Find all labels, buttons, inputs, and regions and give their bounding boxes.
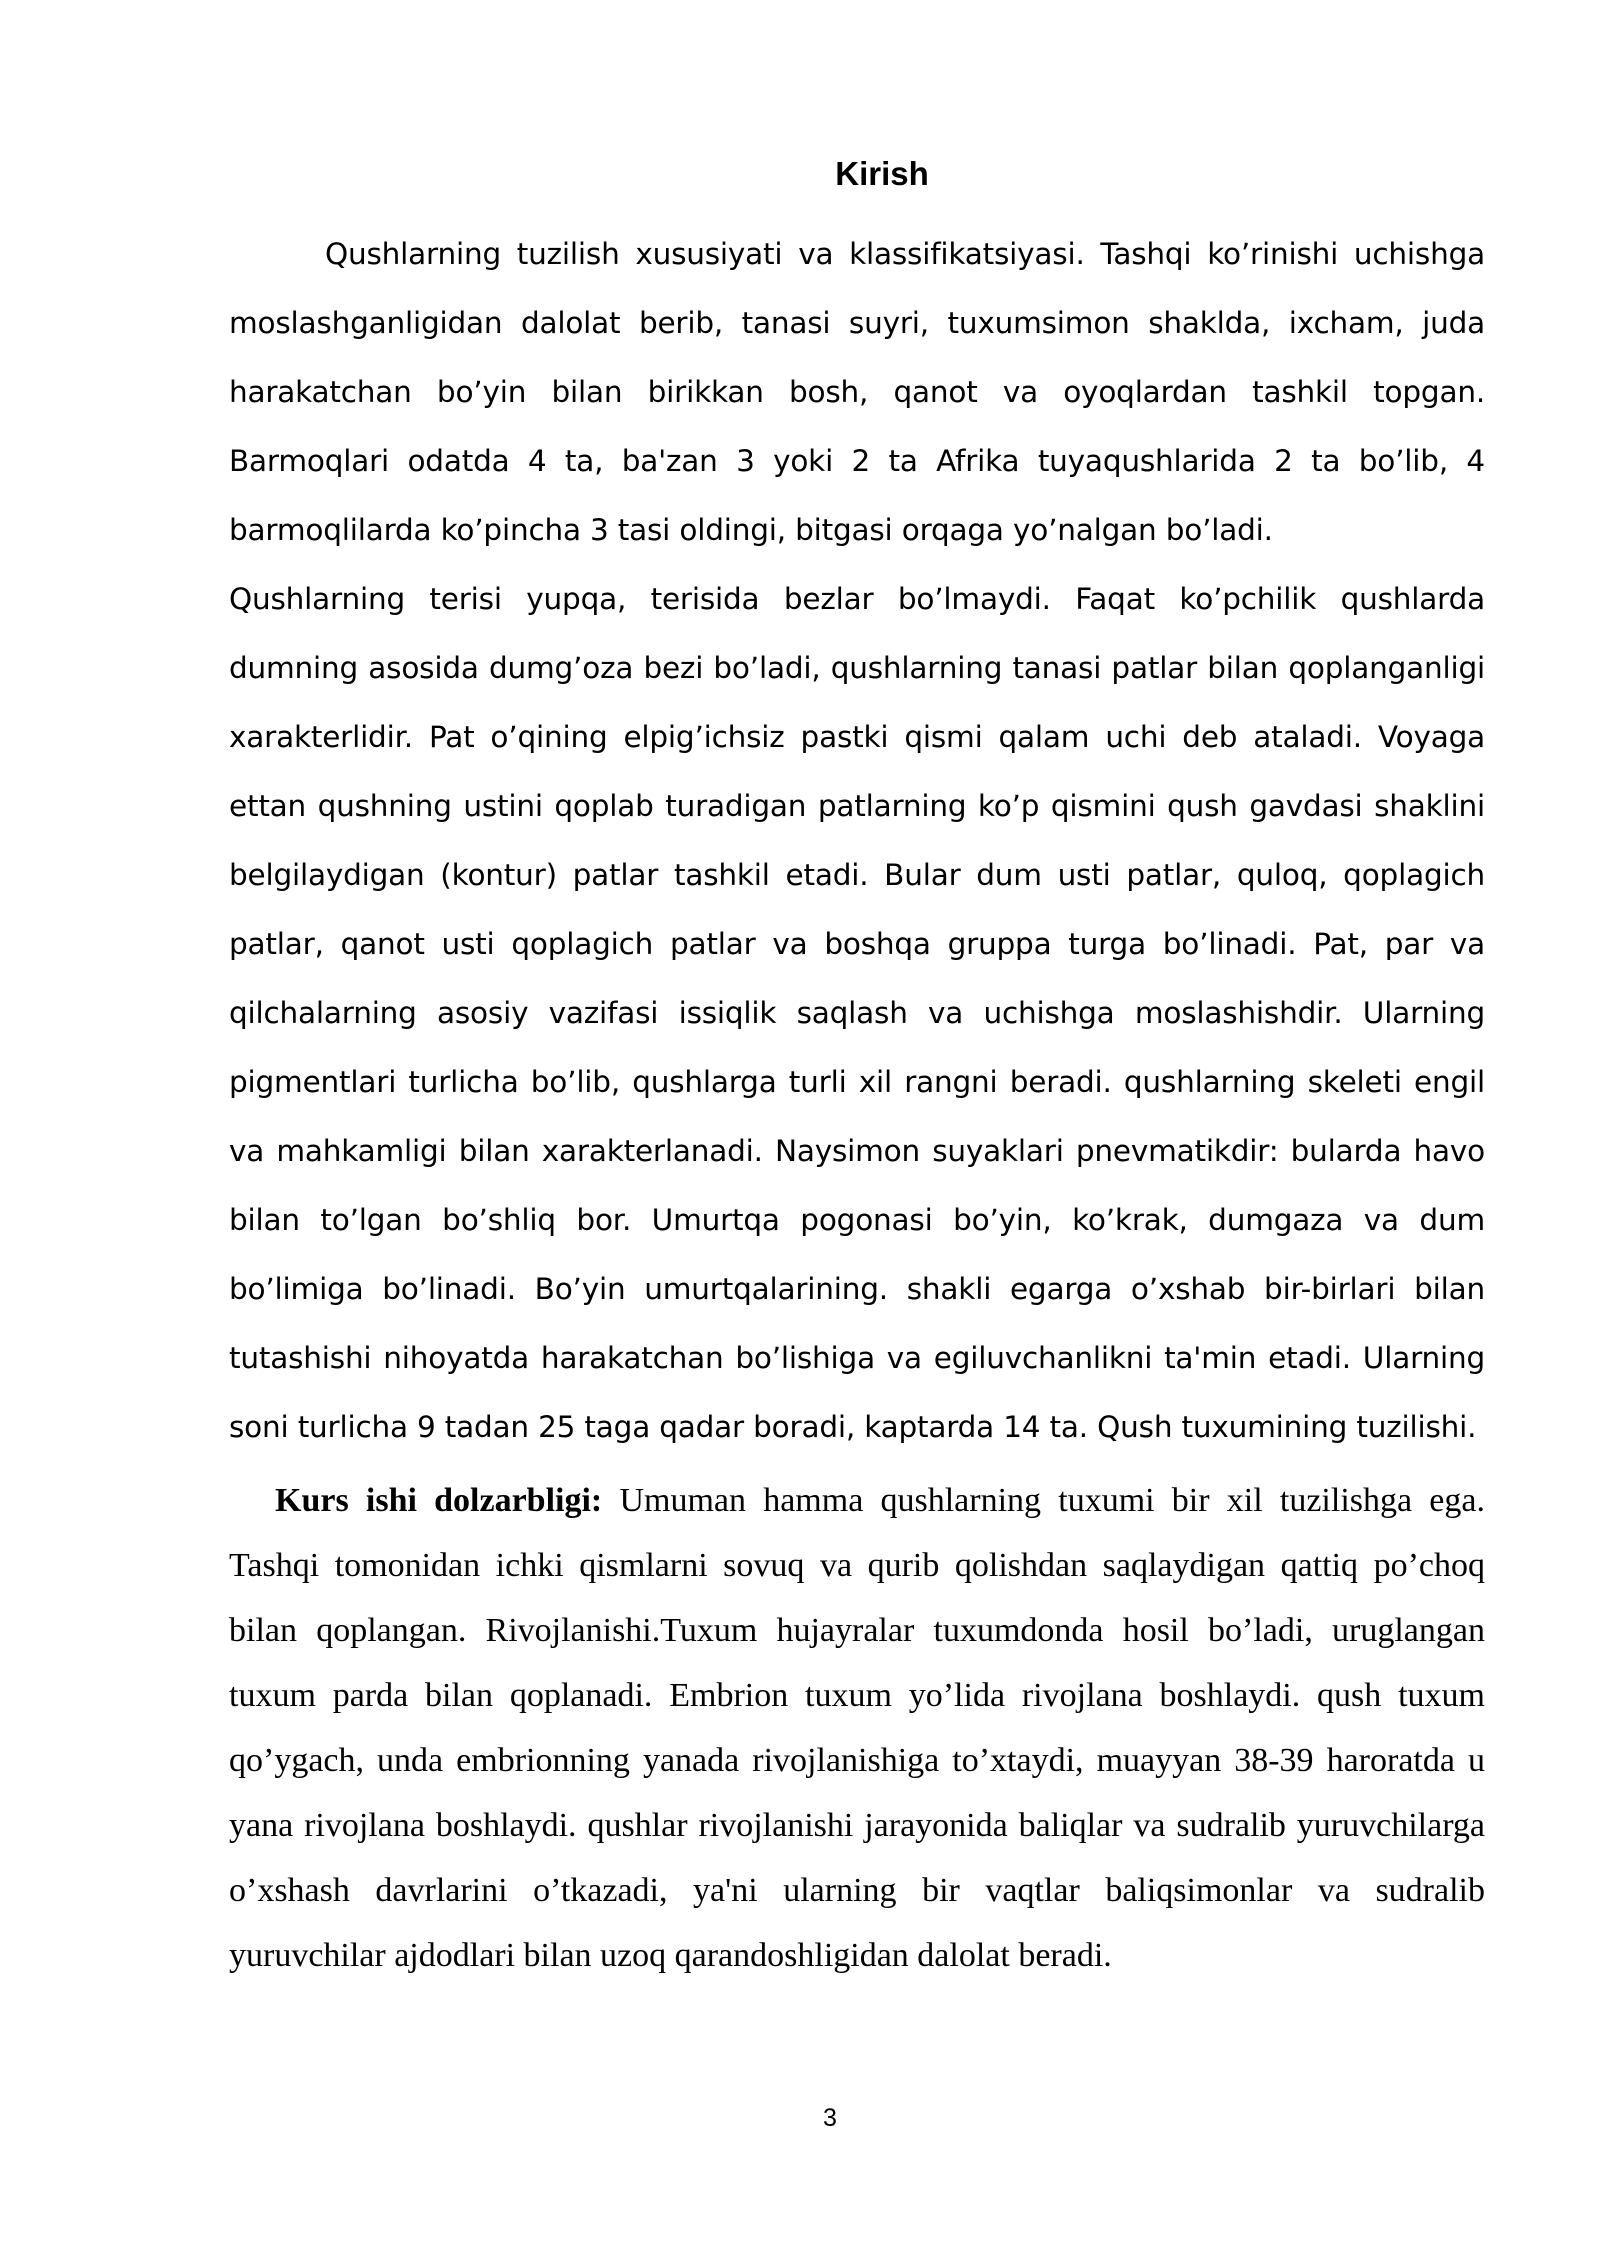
relevance-text: Umuman hamma qushlarning tuxumi bir xil tuzilishga ega. Tashqi tomonidan ichki qismlarni sovuq va qurib qolishdan saqlaydigan qattiq po’choq bilan qoplangan. Rivojlanishi.Tuxum hujayralar tuxumdonda hosil bo’ladi, uruglangan tuxum parda bilan qoplanadi. Embrion tuxum yo’lida rivojlana boshlaydi. qush tuxum qo’ygach, unda embrionning yanada rivojlanishiga to’xtaydi, muayyan 38-39 haroratda u yana rivojlana boshlaydi. qushlar rivojlanishi jarayonida baliqlar va sudralib yuruvchilarga o’xshash davrlarini o’tkazadi, ya'ni ularning bir vaqtlar baliqsimonlar va sudralib yuruvchilar ajdodlari bilan uzoq qarandoshligidan dalolat beradi. <box>229 1482 1485 1974</box>
paragraph-bird-structure: Qushlarning tuzilish xususiyati va klassifikatsiyasi. Tashqi ko’rinishi uchishga moslashganligidan dalolat berib, tanasi suyri, tuxumsimon shaklda, ixcham, juda harakatchan bo’yin bilan birikkan bosh, qanot va oyoqlardan tashkil topgan. Barmoqlari odatda 4 ta, ba'zan 3 yoki 2 ta Afrika tuyaqushlarida 2 ta bo’lib, 4 barmoqlilarda ko’pincha 3 tasi oldingi, bitgasi orqaga yo’nalgan bo’ladi. <box>229 237 1485 547</box>
paragraph-relevance <box>229 1468 1485 1988</box>
section-title: Kirish <box>835 155 929 192</box>
page-number: 3 <box>823 2104 837 2132</box>
document-page <box>229 148 1485 1988</box>
relevance-label: Kurs ishi dolzarbligi: <box>275 1482 603 1519</box>
paragraph-bird-skin: Qushlarning terisi yupqa, terisida bezlar bo’lmaydi. Faqat ko’pchilik qushlarda dumning asosida dumg’oza bezi bo’ladi, qushlarning tanasi patlar bilan qoplanganligi xarakterlidir. Pat o’qining elpig’ichsiz pastki qismi qalam uchi deb ataladi. Voyaga ettan qushning ustini qoplab turadigan patlarning ko’p qismini qush gavdasi shaklini belgilaydigan (kontur) patlar tashkil etadi. Bular dum usti patlar, quloq, qoplagich patlar, qanot usti qoplagich patlar va boshqa gruppa turga bo’linadi. Pat, par va qilchalarning asosiy vazifasi issiqlik saqlash va uchishga moslashishdir. Ularning pigmentlari turlicha bo’lib, qushlarga turli xil rangni beradi. qushlarning skeleti engil va mahkamligi bilan xarakterlanadi. Naysimon suyaklari pnevmatikdir: bularda havo bilan to’lgan bo’shliq bor. Umurtqa pogonasi bo’yin, ko’krak, dumgaza va dum bo’limiga bo’linadi. Bo’yin umurtqalarining. shakli egarga o’xshab bir-birlari bilan tutashishi nihoyatda harakatchan bo’lishiga va egiluvchanlikni ta'min etadi. Ularning soni turlicha 9 tadan 25 taga qadar boradi, kaptarda 14 ta. Qush tuxumining tuzilishi. <box>229 582 1485 1444</box>
